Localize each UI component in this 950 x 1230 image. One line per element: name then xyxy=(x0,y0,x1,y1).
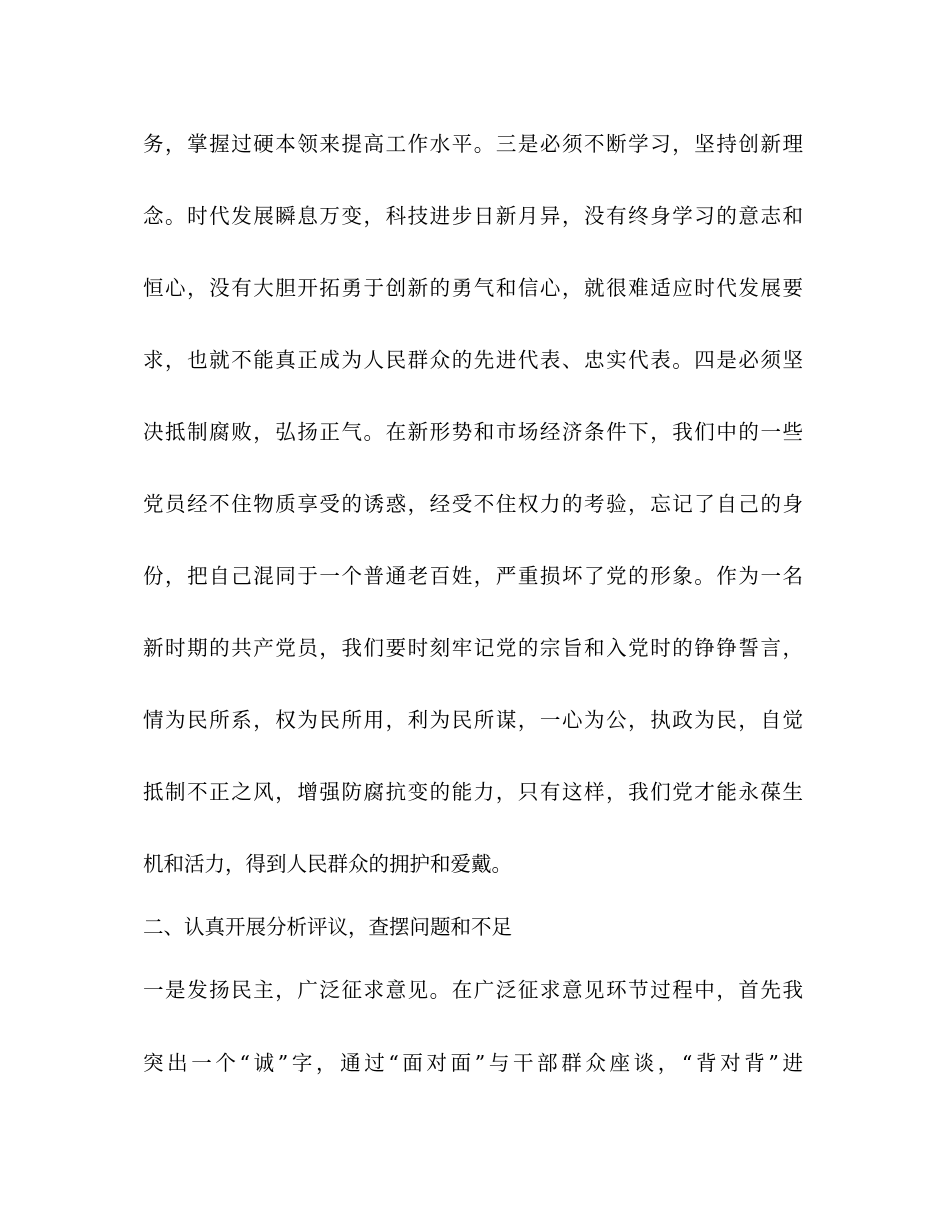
paragraph-line: 决抵制腐败，弘扬正气。在新形势和市场经济条件下，我们中的一些 xyxy=(143,420,803,444)
paragraph-line: 一是发扬民主，广泛征求意见。在广泛征求意见环节过程中，首先我 xyxy=(143,978,803,1002)
paragraph-line: 念。时代发展瞬息万变，科技进步日新月异，没有终身学习的意志和 xyxy=(143,204,803,228)
paragraph-line: 抵制不正之风，增强防腐抗变的能力，只有这样，我们党才能永葆生 xyxy=(143,780,803,804)
section-heading: 二、认真开展分析评议，查摆问题和不足 xyxy=(143,915,512,939)
paragraph-line: 机和活力，得到人民群众的拥护和爱戴。 xyxy=(143,852,512,876)
paragraph-line: 情为民所系，权为民所用，利为民所谋，一心为公，执政为民，自觉 xyxy=(143,708,803,732)
paragraph-line: 求，也就不能真正成为人民群众的先进代表、忠实代表。四是必须坚 xyxy=(143,348,803,372)
paragraph-line: 突出一个“诚”字，通过“面对面”与干部群众座谈，“背对背”进 xyxy=(143,1051,803,1075)
paragraph-line: 党员经不住物质享受的诱惑，经受不住权力的考验，忘记了自己的身 xyxy=(143,492,803,516)
paragraph-line: 恒心，没有大胆开拓勇于创新的勇气和信心，就很难适应时代发展要 xyxy=(143,276,803,300)
paragraph-line: 新时期的共产党员，我们要时刻牢记党的宗旨和入党时的铮铮誓言， xyxy=(143,636,803,660)
paragraph-line: 份，把自己混同于一个普通老百姓，严重损坏了党的形象。作为一名 xyxy=(143,564,803,588)
paragraph-line: 务，掌握过硬本领来提高工作水平。三是必须不断学习，坚持创新理 xyxy=(143,132,803,156)
